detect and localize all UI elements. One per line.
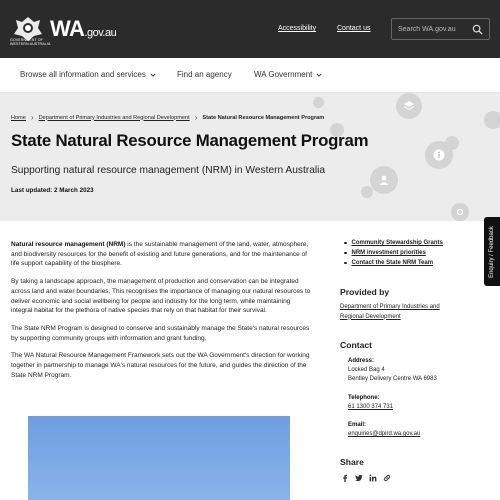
provided-by-heading: Provided by	[340, 287, 390, 297]
breadcrumb	[11, 113, 324, 122]
decorative-bubble	[484, 111, 500, 129]
nav-browse-all[interactable]: Browse all information and services	[20, 70, 156, 79]
info-icon	[425, 141, 453, 169]
twitter-icon[interactable]	[355, 469, 363, 477]
person-icon	[370, 166, 398, 194]
main-content	[11, 240, 311, 388]
search-input[interactable]	[398, 23, 470, 36]
wa-gov-brand[interactable]: WA.gov.au	[50, 16, 117, 41]
chevron-right-icon: ›	[194, 113, 198, 122]
facebook-icon[interactable]	[341, 469, 349, 477]
contact-email: Email: enquiries@dpird.wa.gov.au	[348, 422, 421, 437]
framework-paragraph: The WA Natural Resource Management Framework sets out the WA Government's direction for working together in partnership to manage WA's natural resources for the future, and guides the direction of the State NRM Program.	[11, 352, 310, 379]
chevron-right-icon: ›	[30, 113, 34, 122]
breadcrumb-home[interactable]: Home	[11, 114, 26, 121]
main-nav	[0, 58, 500, 93]
layers-icon	[396, 93, 422, 119]
intro-paragraph: Natural resource management (NRM) is the sustainable management of the land, water, atmosphere, and biodiversity resources for the benefit of existing and future generations, and for the maintenance of life support capability of the biosphere.	[11, 241, 309, 268]
dpird-link[interactable]: Department of Primary Industries and Regional Development	[340, 304, 440, 320]
search-box[interactable]	[391, 18, 490, 40]
page-title: State Natural Resource Management Program	[11, 131, 369, 150]
link-icon[interactable]	[383, 469, 391, 477]
list-item	[340, 260, 480, 266]
contact-telephone: Telephone: 61 1300 374 731	[348, 395, 394, 410]
contact-nrm-team-link[interactable]: Contact the State NRM Team	[351, 260, 434, 266]
contact-us-link[interactable]: Contact us	[337, 25, 371, 32]
contact-heading: Contact	[340, 340, 372, 350]
page-hero	[0, 93, 500, 221]
community-stewardship-grants-link[interactable]: Community Stewardship Grants	[351, 240, 443, 246]
breadcrumb-current: State Natural Resource Management Program	[202, 114, 325, 121]
nav-find-agency[interactable]: Find an agency	[177, 70, 232, 79]
decorative-bubble	[313, 97, 324, 108]
share-icons	[341, 469, 391, 477]
related-links	[340, 240, 480, 266]
accessibility-link[interactable]: Accessibility	[278, 25, 317, 32]
landscape-paragraph: By taking a landscape approach, the management of production and conservation can be integrated across land and water boundaries. This recognises the importance of managing our natural resources to deliver economic and social wellbeing for people and industry for the long term, while maintaining integral habitat for the plethora of native species that rely on that habitat for their survival.	[11, 278, 311, 315]
breadcrumb-dpird[interactable]: Department of Primary Industries and Regional Development	[38, 114, 190, 121]
telephone-link[interactable]: 61 1300 374 731	[348, 404, 394, 410]
nrm-investment-priorities-link[interactable]: NRM investment priorities	[351, 250, 426, 256]
page-subtitle: Supporting natural resource management (NRM) in Western Australia	[11, 165, 326, 176]
chevron-down-icon	[150, 72, 156, 78]
list-item	[340, 240, 480, 246]
search-icon[interactable]	[472, 24, 483, 35]
share-heading: Share	[340, 457, 364, 467]
program-paragraph: The State NRM Program is designed to conserve and sustainably manage the State's natural resources by supporting community groups with information and grant funding.	[11, 324, 310, 342]
chevron-down-icon	[316, 72, 322, 78]
decorative-bubble	[361, 186, 373, 198]
enquiry-feedback-tab[interactable]: Enquiry / Feedback	[484, 217, 500, 286]
contact-address: Address: Locked Bag 4 Bentley Delivery Centre WA 6983	[348, 358, 437, 382]
linkedin-icon[interactable]	[369, 469, 377, 477]
site-header	[0, 0, 500, 58]
sky-photo	[28, 416, 290, 500]
last-updated: Last updated: 2 March 2023	[11, 187, 94, 194]
sidebar	[340, 240, 480, 270]
list-item	[340, 250, 480, 256]
email-link[interactable]: enquiries@dpird.wa.gov.au	[348, 431, 421, 437]
nav-wa-government[interactable]: WA Government	[254, 70, 322, 79]
crest-caption: GOVERNMENT OF WESTERN AUSTRALIA	[10, 38, 51, 46]
gear-icon	[451, 203, 469, 221]
